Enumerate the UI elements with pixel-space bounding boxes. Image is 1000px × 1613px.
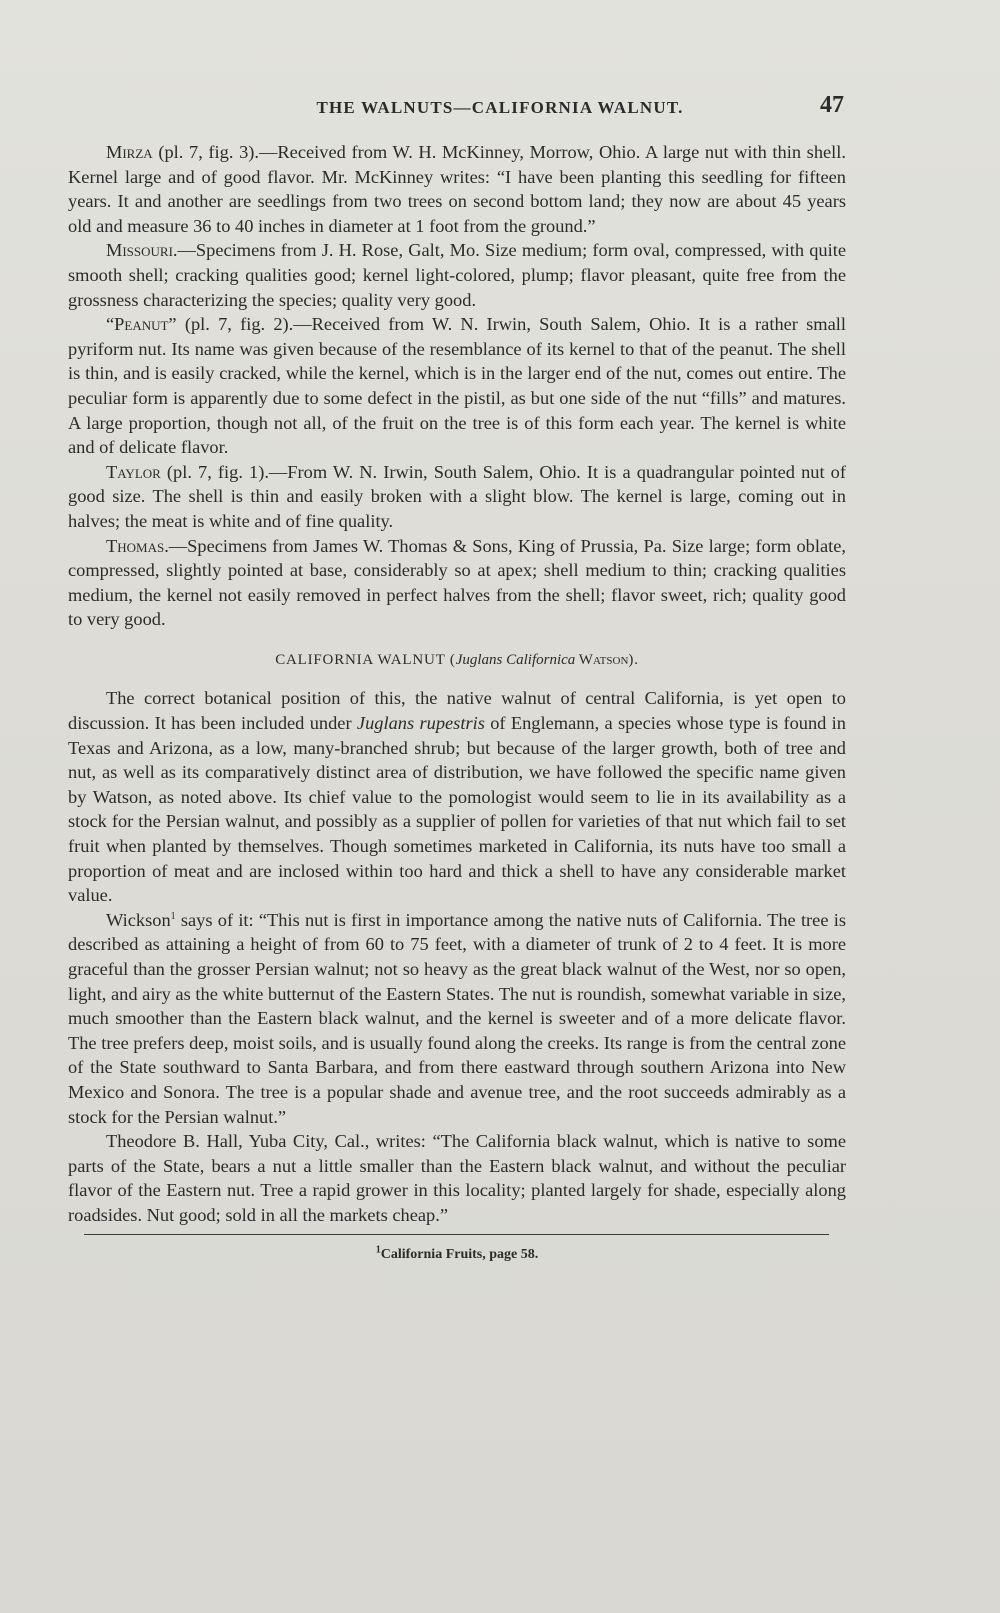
running-head: THE WALNUTS—CALIFORNIA WALNUT.: [316, 98, 684, 117]
section-author: Watson: [575, 651, 629, 668]
page-number: 47: [820, 92, 844, 118]
footnote-marker: 1: [170, 910, 176, 922]
section-species: Juglans Californica: [455, 651, 576, 668]
entry-name: “Peanut”: [106, 314, 177, 335]
entry-text: (pl. 7, fig. 2).—Received from W. N. Irwin, South Salem, Ohio. It is a rather small pyriform nut. Its name was given because of the resemblance of its kernel to that of the peanut. The shell is thin, and is easily cracked, while the kernel, which is in the larger end of the nut, comes out entire. The peculiar form is apparently due to some defect in the pistil, as but one side of the nut “fills” and matures. A large proportion, though not all, of the fruit on the tree is of this form each year. The kernel is white and of delicate flavor.: [68, 314, 846, 458]
text-column: [68, 140, 846, 1267]
body-paragraph-1: [68, 686, 846, 907]
paragraph-text: Wickson: [106, 909, 171, 930]
paragraph-text: Theodore B. Hall, Yuba City, Cal., writes: “The California black walnut, which is native to some parts of the State, bears a nut a little smaller than the Eastern black walnut, and without the peculiar flavor of the Eastern nut. Tree a rapid grower in this locality; planted largely for shade, especially along roadsides. Nut good; sold in all the markets cheap.”: [68, 1131, 846, 1225]
heading-paren: ).: [628, 651, 639, 668]
entry-mirza: [68, 140, 846, 238]
footnote: [68, 1243, 846, 1268]
footnote-rule: [84, 1234, 829, 1235]
entry-text: .—Specimens from J. H. Rose, Galt, Mo. Size medium; form oval, compressed, with quite smooth shell; cracking qualities good; kernel light-colored, plump; flavor pleasant, quite free from the grossness characterizing the species; quality very good.: [68, 240, 846, 310]
entry-missouri: [68, 238, 846, 312]
entry-name: Mirza: [106, 142, 153, 162]
entry-name: Taylor: [106, 461, 161, 482]
section-title: CALIFORNIA WALNUT: [275, 651, 446, 668]
entry-name: Missouri: [106, 240, 173, 261]
section-heading: [68, 648, 846, 673]
footnote-text: California Fruits, page 58.: [380, 1246, 539, 1262]
species-name: Juglans rupestris: [356, 713, 485, 734]
heading-paren: (: [445, 651, 456, 668]
entry-name: Thomas: [106, 535, 165, 556]
entry-text: .—Specimens from James W. Thomas & Sons, King of Prussia, Pa. Size large; form oblate, compressed, slightly pointed at base, considerably so at apex; shell medium to thin; cracking qualities medium, the kernel not easily removed in perfect halves from the shell; flavor sweet, rich; quality good to very good.: [68, 535, 846, 630]
paragraph-text: of Englemann, a species whose type is found in Texas and Arizona, as a low, many-branched shrub; but because of the larger growth, both of tree and nut, as well as its comparatively distinct area of distribution, we have followed the specific name given by Watson, as noted above. Its chief value to the pomologist would seem to lie in its availability as a stock for the Persian walnut, and possibly as a supplier of pollen for varieties of that nut which fail to set fruit when planted by themselves. Though sometimes marketed in California, its nuts have too small a proportion of meat and are inclosed within too hard and thick a shell to have any considerable market value.: [68, 713, 846, 906]
footnote-marker: 1: [375, 1243, 381, 1255]
paragraph-text: The correct botanical position of this, the native walnut of central California, is yet open to discussion. It has been included under: [68, 688, 846, 734]
body-paragraph-3: [68, 1129, 846, 1227]
entry-text: (pl. 7, fig. 1).—From W. N. Irwin, South Salem, Ohio. It is a quadrangular pointed nut of good size. The shell is thin and easily broken with a slight blow. The kernel is large, coming out in halves; the meat is white and of fine quality.: [68, 461, 846, 531]
paragraph-text: says of it: “This nut is first in importance among the native nuts of California. The tree is described as attaining a height of from 60 to 75 feet, with a diameter of trunk of 2 to 4 feet. It is more graceful than the grosser Persian walnut; not so heavy as the great black walnut of the West, nor so open, light, and airy as the white butternut of the Eastern States. The nut is roundish, somewhat variable in size, much smoother than the Eastern black walnut, and the kernel is sweeter and of a more delicate flavor. The tree prefers deep, moist soils, and is usually found along the creeks. Its range is from the central zone of the State southward to Santa Barbara, and from there eastward through southern Arizona into New Mexico and Sonora. The tree is a popular shade and avenue tree, and the root succeeds admirably as a stock for the Persian walnut.”: [68, 909, 846, 1127]
entry-taylor: [68, 460, 846, 534]
entry-thomas: [68, 534, 846, 632]
entry-text: (pl. 7, fig. 3).—Received from W. H. McKinney, Morrow, Ohio. A large nut with thin shell. Kernel large and of good flavor. Mr. McKinney writes: “I have been planting this seedling for fifteen years. It and another are seedlings from two trees on second bottom land; they now are about 45 years old and measure 36 to 40 inches in diameter at 1 foot from the ground.”: [68, 142, 846, 236]
body-paragraph-2: [68, 908, 846, 1129]
entry-peanut: [68, 312, 846, 460]
